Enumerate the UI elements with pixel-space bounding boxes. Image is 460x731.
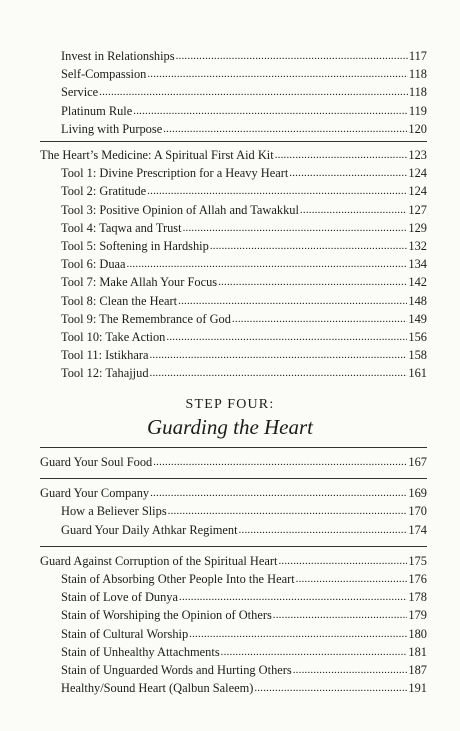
toc-entry: [40, 164, 427, 182]
leader-dots: [232, 309, 407, 328]
section-divider: [40, 546, 427, 547]
toc-entry: [40, 625, 427, 643]
toc-entry-page: 161: [408, 366, 427, 381]
toc-section-heading: [40, 453, 427, 471]
toc-entry-title: Tool 9: The Remembrance of God: [61, 311, 231, 326]
toc-entry-page: 119: [408, 103, 427, 118]
toc-entry: [40, 255, 427, 273]
toc-entry-title: Platinum Rule: [61, 103, 133, 118]
toc-section-heading: [40, 146, 427, 164]
toc-entry-title: Living with Purpose: [61, 121, 163, 136]
toc-entry-page: 176: [408, 571, 427, 586]
toc-entry-title: Tool 8: Clean the Heart: [61, 293, 178, 308]
toc-entry-title: Service: [61, 85, 99, 100]
leader-dots: [183, 218, 408, 237]
toc-entry: [40, 83, 427, 101]
toc-entry: [40, 219, 427, 237]
toc-entry: [40, 502, 427, 520]
leader-dots: [218, 272, 407, 291]
toc-entry-page: 156: [408, 329, 427, 344]
toc-entry-page: 169: [408, 486, 427, 501]
toc-entry: [40, 65, 427, 83]
toc-entry-page: 175: [408, 553, 427, 568]
toc-entry: [40, 661, 427, 679]
toc-entry-title: Tool 7: Make Allah Your Focus: [61, 275, 218, 290]
leader-dots: [133, 101, 408, 120]
toc-entry-title: Tool 6: Duaa: [61, 257, 126, 272]
leader-dots: [254, 678, 407, 697]
toc-entry-title: Tool 4: Taqwa and Trust: [61, 220, 182, 235]
section-divider: [40, 447, 427, 448]
toc-entry-page: 142: [408, 275, 427, 290]
toc-group-relationships: [40, 47, 427, 138]
toc-entry-title: Guard Your Daily Athkar Regiment: [61, 522, 238, 537]
toc-entry-title: Tool 11: Istikhara: [61, 348, 149, 363]
toc-entry-title: Self-Compassion: [61, 67, 147, 82]
toc-entry: [40, 102, 427, 120]
toc-entry-page: 124: [408, 184, 427, 199]
toc-entry-title: Stain of Love of Dunya: [61, 590, 178, 605]
leader-dots: [296, 569, 408, 588]
toc-entry-page: 118: [408, 85, 427, 100]
leader-dots: [293, 660, 408, 679]
leader-dots: [221, 642, 408, 661]
toc-entry-title: Stain of Unguarded Words and Hurting Others: [61, 662, 292, 677]
toc-section-heading: [40, 552, 427, 570]
step-title: Guarding the Heart: [146, 415, 314, 439]
toc-entry-page: 123: [408, 148, 427, 162]
toc-entry: [40, 643, 427, 661]
leader-dots: [275, 145, 408, 164]
toc-entry: [40, 346, 427, 364]
toc-entry-title: Tool 12: Tahajjud: [61, 366, 149, 381]
toc-entry-title: Tool 2: Gratitude: [61, 184, 147, 199]
toc-entry-title: Tool 1: Divine Prescription for a Heavy Heart: [61, 166, 289, 181]
leader-dots: [178, 291, 407, 310]
toc-group-medicine: [40, 141, 427, 382]
toc-entry-page: 180: [408, 626, 427, 641]
toc-entry-page: 158: [408, 348, 427, 363]
toc-entry-title: The Heart’s Medicine: A Spiritual First Aid Kit: [40, 148, 274, 162]
toc-entry-page: 117: [408, 49, 427, 63]
toc-entry: [40, 588, 427, 606]
toc-entry-page: 134: [408, 257, 427, 272]
toc-entry: [40, 606, 427, 624]
leader-dots: [179, 587, 407, 606]
leader-dots: [150, 363, 408, 382]
step-header: [0, 396, 460, 440]
leader-dots: [147, 64, 408, 83]
toc-entry: [40, 47, 427, 65]
toc-entry-title: Guard Your Company: [40, 486, 150, 501]
toc-entry-title: Stain of Cultural Worship: [61, 626, 189, 641]
leader-dots: [239, 520, 408, 539]
toc-entry: [40, 679, 427, 697]
leader-dots: [278, 551, 407, 570]
toc-entry-page: 148: [408, 293, 427, 308]
toc-entry-page: 127: [408, 202, 427, 217]
toc-entry-title: Stain of Unhealthy Attachments: [61, 644, 220, 659]
toc-entry: [40, 292, 427, 310]
toc-entry-title: Stain of Absorbing Other People Into the Heart: [61, 571, 295, 586]
leader-dots: [273, 605, 408, 624]
toc-entry-page: 124: [408, 166, 427, 181]
toc-entry-title: How a Believer Slips: [61, 504, 167, 519]
toc-entry: [40, 310, 427, 328]
toc-entry-page: 129: [408, 220, 427, 235]
section-divider: [40, 478, 427, 479]
toc-entry-page: 179: [408, 608, 427, 623]
step-label: STEP FOUR:: [185, 397, 275, 412]
leader-dots: [163, 119, 407, 138]
toc-entry: [40, 201, 427, 219]
leader-dots: [168, 501, 408, 520]
toc-section-heading: [40, 484, 427, 502]
section-divider: [40, 141, 427, 142]
toc-entry-page: 167: [408, 455, 427, 469]
toc-entry-page: 170: [408, 504, 427, 519]
toc-entry-page: 187: [408, 662, 427, 677]
toc-entry-title: Invest in Relationships: [61, 49, 175, 63]
toc-entry-title: Tool 10: Take Action: [61, 329, 166, 344]
toc-entry: [40, 328, 427, 346]
toc-entry-page: 191: [408, 681, 427, 696]
leader-dots: [176, 46, 408, 65]
toc-entry-page: 174: [408, 522, 427, 537]
toc-entry-page: 132: [408, 238, 427, 253]
leader-dots: [149, 345, 407, 364]
toc-entry-title: Guard Your Soul Food: [40, 455, 153, 469]
leader-dots: [153, 452, 407, 471]
toc-entry: [40, 237, 427, 255]
toc-group-guarding: [40, 447, 427, 697]
toc-entry-title: Healthy/Sound Heart (Qalbun Saleem): [61, 681, 254, 696]
leader-dots: [99, 82, 408, 101]
toc-entry-title: Stain of Worshiping the Opinion of Others: [61, 608, 272, 623]
toc-entry-page: 178: [408, 590, 427, 605]
toc-entry: [40, 364, 427, 382]
toc-entry-title: Tool 3: Positive Opinion of Allah and Tawakkul: [61, 202, 299, 217]
toc-entry: [40, 120, 427, 138]
toc-entry-page: 120: [408, 121, 427, 136]
leader-dots: [189, 624, 407, 643]
leader-dots: [147, 181, 407, 200]
leader-dots: [210, 236, 408, 255]
leader-dots: [289, 163, 407, 182]
toc-entry-title: Tool 5: Softening in Hardship: [61, 238, 209, 253]
leader-dots: [166, 327, 407, 346]
toc-entry: [40, 570, 427, 588]
toc-entry: [40, 521, 427, 539]
leader-dots: [150, 483, 407, 502]
toc-entry-page: 181: [408, 644, 427, 659]
toc-entry: [40, 273, 427, 291]
toc-entry: [40, 182, 427, 200]
toc-entry-page: 149: [408, 311, 427, 326]
toc-entry-title: Guard Against Corruption of the Spiritual Heart: [40, 553, 278, 568]
toc-entry-page: 118: [408, 67, 427, 82]
leader-dots: [127, 254, 408, 273]
leader-dots: [300, 200, 407, 219]
